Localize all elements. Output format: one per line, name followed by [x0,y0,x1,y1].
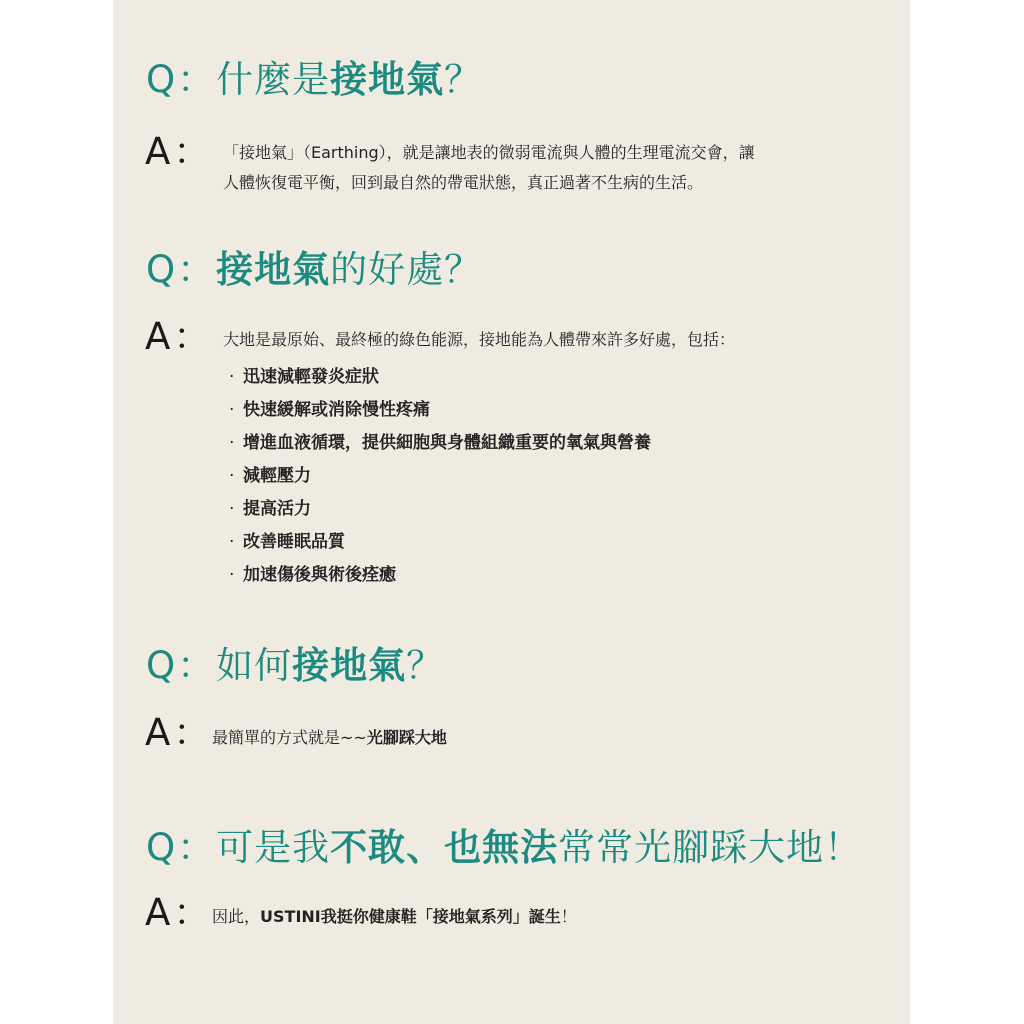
list-item: · 加速傷後與術後痊癒 [229,565,396,585]
question-text: 的好處？ [330,248,483,291]
benefits-list [229,361,651,592]
answer-product-launch: 因此，USTINI我挺你健康鞋「接地氣系列」誕生！ [212,907,577,926]
answer-how-to-earth: 最簡單的方式就是~~光腳踩大地 [212,728,447,747]
question-cannot-barefoot: Q：可是我不敢、也無法常常光腳踩大地！ [146,826,863,869]
question-highlight: 接地氣 [330,58,445,101]
question-highlight: 不敢、也無法 [330,826,559,869]
list-item: · 快速緩解或消除慢性疼痛 [229,400,430,420]
question-text: 什麼是 [216,58,331,101]
question-how-to-earth: Q：如何接地氣？ [146,644,445,687]
faq-page [113,0,910,1024]
answer-mark: A： [145,130,214,173]
list-item: · 增進血液循環，提供細胞與身體組織重要的氧氣與營養 [229,433,651,453]
question-highlight: 接地氣 [216,248,331,291]
answer-mark: A： [145,891,214,934]
answer-mark: A： [145,711,214,754]
answer-benefits-intro: 大地是最原始、最終極的綠色能源，接地能為人體帶來許多好處，包括： [223,330,736,349]
list-item: · 提高活力 [229,499,311,519]
list-item: · 減輕壓力 [229,466,311,486]
question-benefits: Q：接地氣的好處？ [146,248,483,291]
list-item: · 迅速減輕發炎症狀 [229,367,379,387]
answer-what-is-earthing [223,138,755,198]
answer-line: 「接地氣」（Earthing），就是讓地表的微弱電流與人體的生理電流交會，讓 [223,143,755,162]
question-what-is-earthing: Q：什麼是接地氣？ [146,58,483,101]
list-item: · 改善睡眠品質 [229,532,345,552]
answer-mark: A： [145,315,214,358]
question-text: 如何 [216,644,293,687]
question-highlight: 接地氣 [292,644,407,687]
question-text: 可是我 [216,826,331,869]
answer-line: 人體恢復電平衡，回到最自然的帶電狀態，真正過著不生病的生活。 [223,173,704,192]
